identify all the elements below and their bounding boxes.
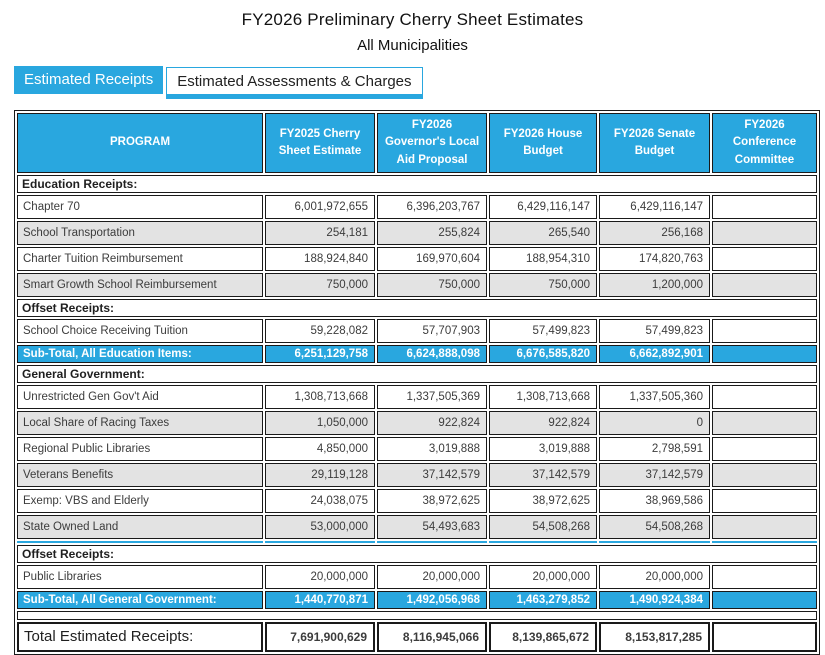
value-cell-fy2025-estimate: 1,050,000 [265,411,375,435]
value-cell-fy2026-conference [712,221,817,245]
tab-estimated-receipts[interactable]: Estimated Receipts [14,66,163,94]
column-header-fy2025-cherry-sheet-estimate: FY2025 Cherry Sheet Estimate [265,113,375,173]
data-row [17,195,817,219]
value-cell-fy2026-house: 265,540 [489,221,597,245]
program-label: School Choice Receiving Tuition [17,319,263,343]
value-cell-fy2026-senate: 0 [599,411,710,435]
header-row [17,113,817,173]
section-divider [17,541,263,543]
value-cell-fy2025-estimate: 4,850,000 [265,437,375,461]
divider-row [17,541,817,543]
value-cell-fy2026-house: 6,676,585,820 [489,345,597,363]
value-cell-fy2026-governor: 255,824 [377,221,487,245]
value-cell-fy2026-conference [712,195,817,219]
value-cell-fy2026-conference [712,345,817,363]
page-subtitle: All Municipalities [357,37,468,54]
table-body [17,175,817,652]
total-row [17,622,817,652]
section-divider [599,541,710,543]
value-cell-fy2026-house: 188,954,310 [489,247,597,271]
program-label: Veterans Benefits [17,463,263,487]
page-title: FY2026 Preliminary Cherry Sheet Estimates [241,10,584,29]
value-cell-fy2026-senate: 256,168 [599,221,710,245]
value-cell-fy2026-senate: 174,820,763 [599,247,710,271]
value-cell-fy2026-conference [712,319,817,343]
value-cell-fy2026-conference [712,591,817,609]
value-cell-fy2025-estimate: 6,251,129,758 [265,345,375,363]
value-cell-fy2026-conference [712,463,817,487]
value-cell-fy2025-estimate: 29,119,128 [265,463,375,487]
section-divider [265,541,375,543]
value-cell-fy2026-house: 38,972,625 [489,489,597,513]
value-cell-fy2026-house: 922,824 [489,411,597,435]
data-row [17,247,817,271]
value-cell-fy2026-governor: 57,707,903 [377,319,487,343]
section-row [17,299,817,317]
section-header-label: Offset Receipts: [17,299,817,317]
tab-bar [14,65,825,100]
column-header-fy2026-governors-local-aid-proposal: FY2026 Governor's Local Aid Proposal [377,113,487,173]
column-header-program: PROGRAM [17,113,263,173]
section-header-label: General Government: [17,365,817,383]
program-label: Exemp: VBS and Elderly [17,489,263,513]
section-header-label: Education Receipts: [17,175,817,193]
value-cell-fy2026-senate: 54,508,268 [599,515,710,539]
value-cell-fy2026-governor: 6,396,203,767 [377,195,487,219]
value-cell-fy2026-house: 3,019,888 [489,437,597,461]
data-row [17,565,817,589]
spacer-row-cell [17,611,817,620]
value-cell-fy2026-senate: 1,490,924,384 [599,591,710,609]
value-cell-fy2026-governor: 3,019,888 [377,437,487,461]
value-cell-fy2026-governor: 20,000,000 [377,565,487,589]
value-cell-fy2025-estimate: 750,000 [265,273,375,297]
value-cell-fy2025-estimate: 24,038,075 [265,489,375,513]
value-cell-fy2026-governor: 54,493,683 [377,515,487,539]
table-header [17,113,817,173]
data-row [17,437,817,461]
column-header-fy2026-conference-committee: FY2026 Conference Committee [712,113,817,173]
value-cell-fy2026-senate: 6,662,892,901 [599,345,710,363]
value-cell-fy2026-governor: 922,824 [377,411,487,435]
value-cell-fy2026-conference [712,385,817,409]
data-row [17,319,817,343]
value-cell-fy2025-estimate: 59,228,082 [265,319,375,343]
section-divider [489,541,597,543]
program-label: School Transportation [17,221,263,245]
value-cell-fy2026-conference [712,437,817,461]
value-cell-fy2025-estimate: 188,924,840 [265,247,375,271]
data-row [17,273,817,297]
program-label: Unrestricted Gen Gov't Aid [17,385,263,409]
value-cell-fy2025-estimate: 254,181 [265,221,375,245]
column-header-fy2026-senate-budget: FY2026 Senate Budget [599,113,710,173]
value-cell-fy2025-estimate: 1,440,770,871 [265,591,375,609]
value-cell-fy2026-conference [712,411,817,435]
value-cell-fy2026-governor: 37,142,579 [377,463,487,487]
value-cell-fy2026-house: 1,308,713,668 [489,385,597,409]
value-cell-fy2026-conference [712,247,817,271]
value-cell-fy2026-senate: 1,200,000 [599,273,710,297]
data-row [17,463,817,487]
value-cell-fy2025-estimate: 7,691,900,629 [265,622,375,652]
tab-estimated-assessments-charges[interactable]: Estimated Assessments & Charges [166,67,422,99]
program-label: Regional Public Libraries [17,437,263,461]
program-label: Chapter 70 [17,195,263,219]
value-cell-fy2026-house: 37,142,579 [489,463,597,487]
value-cell-fy2026-house: 57,499,823 [489,319,597,343]
value-cell-fy2026-governor: 6,624,888,098 [377,345,487,363]
data-row [17,221,817,245]
program-label: Local Share of Racing Taxes [17,411,263,435]
data-row [17,385,817,409]
value-cell-fy2026-house: 1,463,279,852 [489,591,597,609]
value-cell-fy2026-house: 8,139,865,672 [489,622,597,652]
section-header-label: Offset Receipts: [17,545,817,563]
value-cell-fy2025-estimate: 20,000,000 [265,565,375,589]
data-row [17,489,817,513]
section-divider [712,541,817,543]
value-cell-fy2026-senate: 37,142,579 [599,463,710,487]
value-cell-fy2026-senate: 2,798,591 [599,437,710,461]
program-label: Total Estimated Receipts: [17,622,263,652]
data-row [17,515,817,539]
subtotal-row [17,345,817,363]
spacer-row [17,611,817,620]
value-cell-fy2026-governor: 750,000 [377,273,487,297]
value-cell-fy2026-governor: 1,492,056,968 [377,591,487,609]
column-header-fy2026-house-budget: FY2026 House Budget [489,113,597,173]
value-cell-fy2026-house: 750,000 [489,273,597,297]
data-row [17,411,817,435]
subtotal-row [17,591,817,609]
program-label: Public Libraries [17,565,263,589]
program-label: State Owned Land [17,515,263,539]
section-divider [377,541,487,543]
value-cell-fy2026-conference [712,622,817,652]
value-cell-fy2026-senate: 57,499,823 [599,319,710,343]
section-row [17,175,817,193]
program-label: Smart Growth School Reimbursement [17,273,263,297]
section-row [17,365,817,383]
value-cell-fy2026-conference [712,273,817,297]
value-cell-fy2026-governor: 8,116,945,066 [377,622,487,652]
value-cell-fy2026-house: 6,429,116,147 [489,195,597,219]
value-cell-fy2025-estimate: 1,308,713,668 [265,385,375,409]
program-label: Sub-Total, All Education Items: [17,345,263,363]
value-cell-fy2026-governor: 1,337,505,369 [377,385,487,409]
value-cell-fy2026-governor: 38,972,625 [377,489,487,513]
value-cell-fy2026-house: 20,000,000 [489,565,597,589]
value-cell-fy2026-senate: 8,153,817,285 [599,622,710,652]
value-cell-fy2026-conference [712,515,817,539]
value-cell-fy2026-conference [712,565,817,589]
value-cell-fy2026-senate: 6,429,116,147 [599,195,710,219]
value-cell-fy2026-conference [712,489,817,513]
cherry-sheet-table [14,110,820,655]
value-cell-fy2025-estimate: 6,001,972,655 [265,195,375,219]
program-label: Charter Tuition Reimbursement [17,247,263,271]
value-cell-fy2026-house: 54,508,268 [489,515,597,539]
value-cell-fy2026-senate: 1,337,505,360 [599,385,710,409]
value-cell-fy2025-estimate: 53,000,000 [265,515,375,539]
value-cell-fy2026-governor: 169,970,604 [377,247,487,271]
section-row [17,545,817,563]
value-cell-fy2026-senate: 20,000,000 [599,565,710,589]
program-label: Sub-Total, All General Government: [17,591,263,609]
value-cell-fy2026-senate: 38,969,586 [599,489,710,513]
